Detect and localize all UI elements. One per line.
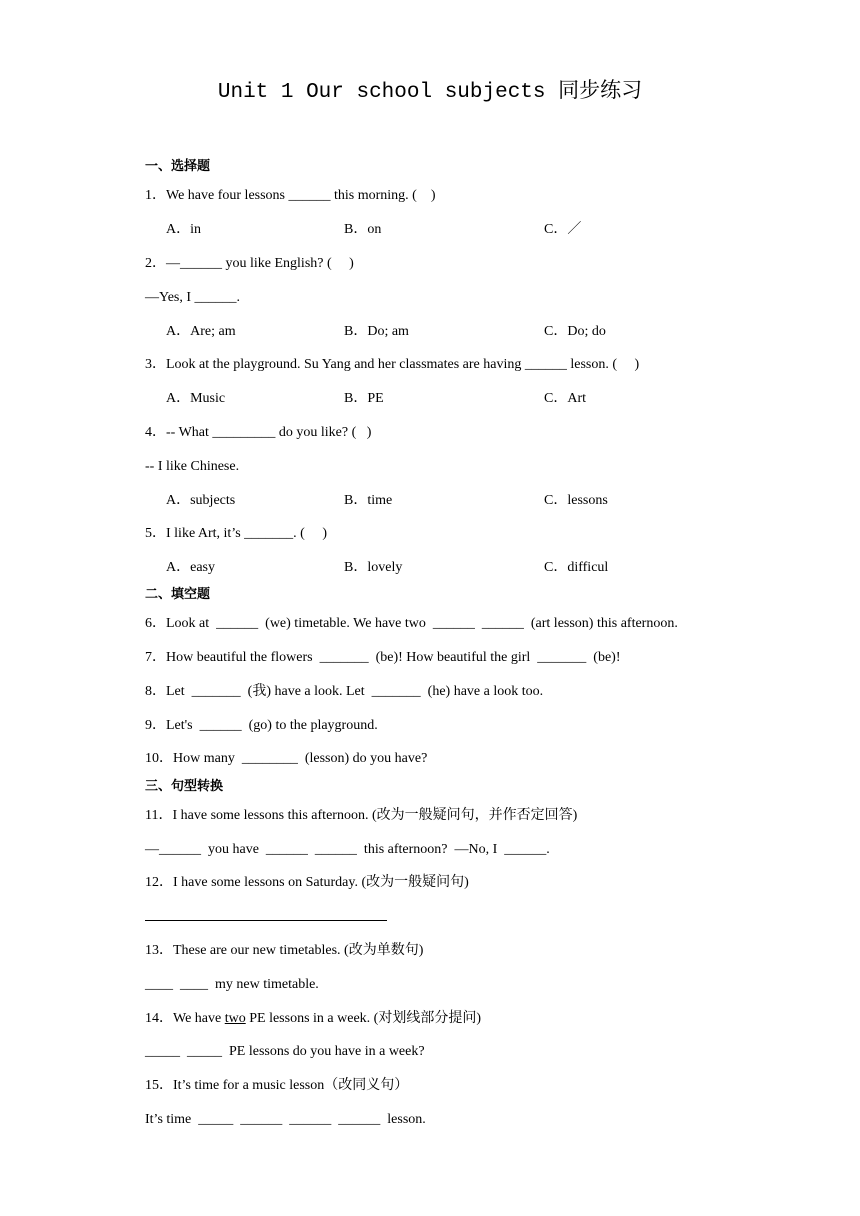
question-14-pre: 14．We have [145,1011,225,1026]
question-8: 8．Let _______ (我) have a look. Let _______ (he) have a look too. [145,684,544,699]
question-9: 9．Let's ______ (go) to the playground. [145,718,378,733]
question-2: 2．—______ you like English? ( ) [145,256,354,271]
question-15: 15．It’s time for a music lesson（改同义句） [145,1078,409,1093]
question-2-line2: —Yes, I ______. [145,290,241,305]
q3-option-c: C．Art [544,391,586,406]
q4-option-b: B．time [344,493,393,508]
q5-option-a: A．easy [166,560,215,575]
q1-option-a: A．in [166,222,201,237]
question-11: 11．I have some lessons this afternoon. (改为一般疑问句，并作否定回答) [145,808,578,823]
question-13-line2: ____ ____ my new timetable. [145,977,319,992]
question-14-post: PE lessons in a week. (对划线部分提问) [245,1011,481,1026]
q2-option-c: C．Do; do [544,324,606,339]
section-heading-fill: 二、填空题 [145,587,211,602]
q4-option-a: A．subjects [166,493,236,508]
q1-option-c: C．／ [544,222,582,237]
question-10: 10．How many ________ (lesson) do you have? [145,751,428,766]
question-14 [145,1010,481,1028]
question-14-underlined: two [224,1011,246,1026]
question-1: 1．We have four lessons ______ this morning. ( ) [145,188,436,203]
q2-option-b: B．Do; am [344,324,409,339]
q3-option-b: B．PE [344,391,384,406]
question-4-line2: -- I like Chinese. [145,459,240,474]
page-title: Unit 1 Our school subjects 同步练习 [217,81,643,104]
question-4: 4．-- What _________ do you like? ( ) [145,425,372,440]
q3-option-a: A．Music [166,391,226,406]
q5-option-b: B．lovely [344,560,403,575]
question-14-line2: _____ _____ PE lessons do you have in a week? [145,1044,425,1059]
q5-option-c: C．difficul [544,560,609,575]
question-15-line2: It’s time _____ ______ ______ ______ lesson. [145,1112,426,1127]
question-13: 13．These are our new timetables. (改为单数句) [145,943,424,958]
q1-option-b: B．on [344,222,382,237]
q4-option-c: C．lessons [544,493,608,508]
question-5: 5．I like Art, it’s _______. ( ) [145,526,327,541]
section-heading-transform: 三、句型转换 [145,779,224,794]
question-6: 6．Look at ______ (we) timetable. We have two ______ ______ (art lesson) this afternoon. [145,616,678,631]
answer-line [145,920,387,921]
q2-option-a: A．Are; am [166,324,236,339]
section-heading-choice: 一、选择题 [145,159,211,174]
question-7: 7．How beautiful the flowers _______ (be)! How beautiful the girl _______ (be)! [145,650,621,665]
question-12: 12．I have some lessons on Saturday. (改为一般疑问句) [145,875,469,890]
question-3: 3．Look at the playground. Su Yang and her classmates are having ______ lesson. ( ) [145,357,640,372]
question-11-line2: —______ you have ______ ______ this afternoon? —No, I ______. [145,842,550,857]
